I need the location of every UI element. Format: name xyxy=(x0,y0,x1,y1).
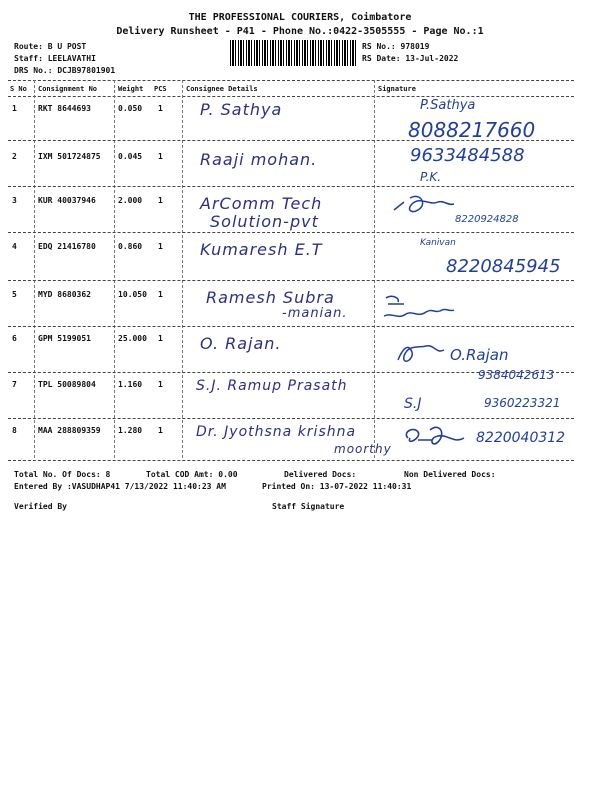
staff-signature: Staff Signature xyxy=(272,502,345,511)
signature-phone: 9633484588 xyxy=(410,145,525,166)
row-consignment: RKT 8644693 xyxy=(38,104,91,113)
divider xyxy=(8,280,574,281)
row-consignment: GPM 5199051 xyxy=(38,334,91,343)
signature-phone: 9384042613 xyxy=(478,368,555,382)
signature-phone: 9360223321 xyxy=(484,396,561,410)
divider xyxy=(8,80,574,81)
signature-phone: 8220845945 xyxy=(446,256,561,277)
row-sno: 2 xyxy=(12,152,17,161)
non-delivered-docs: Non Delivered Docs: xyxy=(404,470,496,479)
col-pcs: PCS xyxy=(154,85,167,93)
barcode xyxy=(230,40,358,66)
handwritten-consignee: Kumaresh E.T xyxy=(200,240,323,259)
signature-scribble xyxy=(392,334,462,374)
route-label: Route: B U POST xyxy=(14,42,87,51)
entered-by: Entered By :VASUDHAP41 7/13/2022 11:40:23 AM xyxy=(14,482,226,491)
row-weight: 2.000 xyxy=(118,196,143,205)
col-separator xyxy=(34,80,35,458)
company-title: THE PROFESSIONAL COURIERS, Coimbatore xyxy=(188,12,412,23)
handwritten-consignee: Ramesh Subra xyxy=(206,288,335,307)
divider xyxy=(8,140,574,141)
total-cod: Total COD Amt: 0.00 xyxy=(146,470,238,479)
row-sno: 1 xyxy=(12,104,17,113)
handwritten-consignee: Raaji mohan. xyxy=(200,150,318,169)
row-pcs: 1 xyxy=(158,152,163,161)
row-consignment: MYD 8680362 xyxy=(38,290,91,299)
col-separator xyxy=(114,80,115,458)
row-sno: 8 xyxy=(12,426,17,435)
divider xyxy=(8,460,574,461)
row-weight: 25.000 xyxy=(118,334,147,343)
handwritten-consignee: S.J. Ramup Prasath xyxy=(196,378,348,394)
signature: P.Sathya xyxy=(420,98,476,113)
handwritten-consignee-line2: Solution-pvt xyxy=(210,212,319,231)
col-consignment: Consignment No xyxy=(38,85,98,93)
signature: S.J xyxy=(404,396,422,412)
row-pcs: 1 xyxy=(158,290,163,299)
col-separator xyxy=(374,80,375,458)
row-consignment: EDQ 21416780 xyxy=(38,242,96,251)
rs-date: RS Date: 13-Jul-2022 xyxy=(362,54,459,63)
printed-on: Printed On: 13-07-2022 11:40:31 xyxy=(262,482,412,491)
row-pcs: 1 xyxy=(158,196,163,205)
signature-phone: 8220924828 xyxy=(455,214,519,225)
row-weight: 1.160 xyxy=(118,380,143,389)
signature-scribble xyxy=(380,290,500,325)
divider xyxy=(8,326,574,327)
signature-scribble xyxy=(380,190,580,230)
handwritten-consignee: Dr. Jyothsna krishna xyxy=(196,424,357,440)
staff-label: Staff: LEELAVATHI xyxy=(14,54,96,63)
row-weight: 0.045 xyxy=(118,152,143,161)
col-separator xyxy=(182,80,183,458)
delivered-docs: Delivered Docs: xyxy=(284,470,357,479)
row-sno: 4 xyxy=(12,242,17,251)
row-sno: 6 xyxy=(12,334,17,343)
handwritten-consignee-line2: -manian. xyxy=(282,306,348,321)
row-pcs: 1 xyxy=(158,334,163,343)
verified-by: Verified By xyxy=(14,502,67,511)
drs-label: DRS No.: DCJB97801901 xyxy=(14,66,116,75)
row-weight: 1.280 xyxy=(118,426,143,435)
row-pcs: 1 xyxy=(158,380,163,389)
row-sno: 5 xyxy=(12,290,17,299)
divider xyxy=(8,96,574,97)
row-consignment: KUR 40037946 xyxy=(38,196,96,205)
col-signature: Signature xyxy=(378,85,416,93)
divider xyxy=(8,186,574,187)
row-consignment: MAA 288809359 xyxy=(38,426,101,435)
handwritten-consignee: O. Rajan. xyxy=(200,334,282,353)
handwritten-consignee-line2: moorthy xyxy=(334,442,392,456)
signature: Kanivan xyxy=(420,238,456,248)
row-consignment: IXM 501724875 xyxy=(38,152,101,161)
signature-phone: 8220040312 xyxy=(476,430,566,446)
row-weight: 0.860 xyxy=(118,242,143,251)
signature-scribble xyxy=(400,420,480,460)
signature-phone: 8088217660 xyxy=(408,118,536,142)
col-weight: Weight xyxy=(118,85,144,93)
row-sno: 3 xyxy=(12,196,17,205)
total-docs: Total No. Of Docs: 8 xyxy=(14,470,111,479)
signature: P.K. xyxy=(420,170,442,184)
handwritten-consignee: ArComm Tech xyxy=(200,194,323,213)
signature: O.Rajan xyxy=(450,346,509,364)
col-sno: S No xyxy=(10,85,27,93)
row-consignment: TPL 50089804 xyxy=(38,380,96,389)
handwritten-consignee: P. Sathya xyxy=(200,100,283,119)
row-sno: 7 xyxy=(12,380,17,389)
row-pcs: 1 xyxy=(158,426,163,435)
row-weight: 0.050 xyxy=(118,104,143,113)
col-consignee: Consignee Details xyxy=(186,85,258,93)
row-weight: 10.050 xyxy=(118,290,147,299)
divider xyxy=(8,232,574,233)
rs-number: RS No.: 978019 xyxy=(362,42,430,51)
divider xyxy=(8,418,574,419)
runsheet-title: Delivery Runsheet - P41 - Phone No.:0422-3505555 - Page No.:1 xyxy=(116,26,484,37)
row-pcs: 1 xyxy=(158,242,163,251)
row-pcs: 1 xyxy=(158,104,163,113)
